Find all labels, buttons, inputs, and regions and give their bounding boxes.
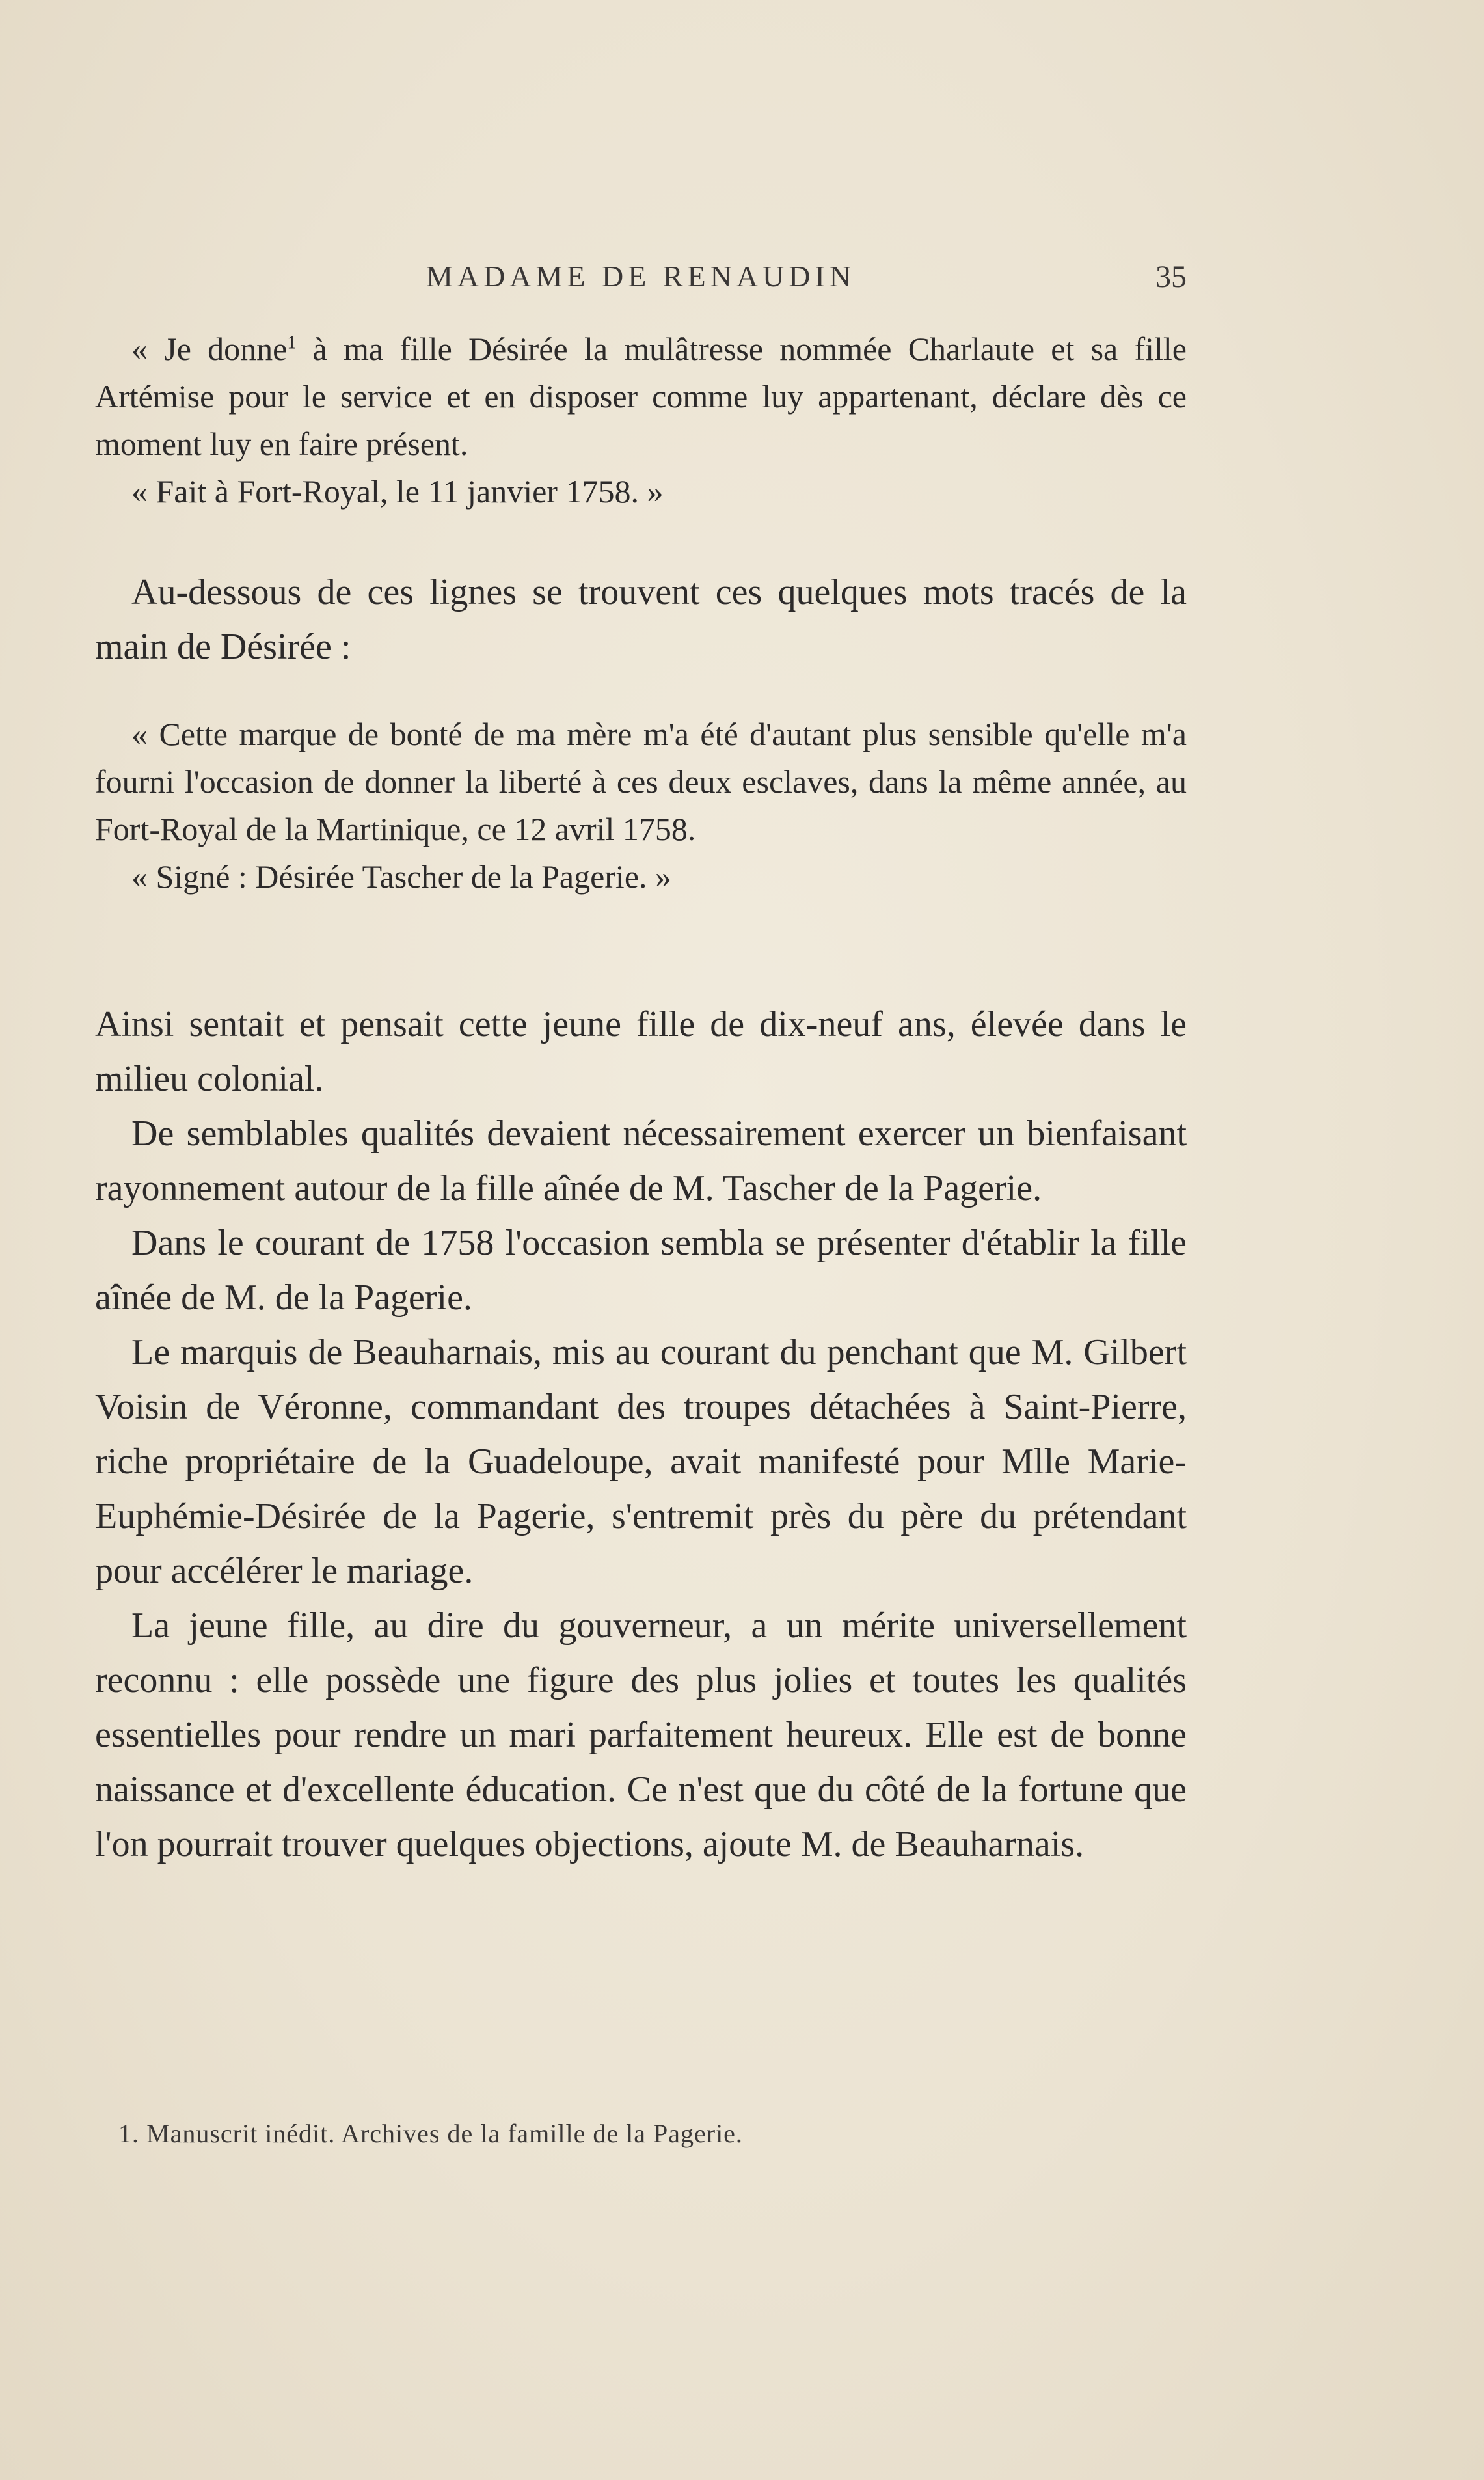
- intro-text: Au-dessous de ces lignes se trouvent ces quelques mots tracés de la main de Désirée :: [95, 572, 1187, 667]
- footnote: 1. Manuscrit inédit. Archives de la famille de la Pagerie.: [118, 2119, 743, 2148]
- will-opening: « Je donne: [131, 331, 288, 367]
- desiree-note-text: « Cette marque de bonté de ma mère m'a été d'autant plus sensible qu'elle m'a fourni l'occasion de donner la liberté à ces deux esclaves, dans la même année, au Fort-Royal de la Martinique, ce 12 avril 1758.: [95, 716, 1187, 847]
- paragraph: Dans le courant de 1758 l'occasion sembla se présenter d'établir la fille aînée de M. de la Pagerie.: [95, 1223, 1187, 1318]
- will-text: [95, 325, 1187, 468]
- desiree-signature: « Signé : Désirée Tascher de la Pagerie. »: [131, 858, 672, 895]
- paragraph: Ainsi sentait et pensait cette jeune fille de dix-neuf ans, élevée dans le milieu colonial.: [95, 1004, 1187, 1099]
- desiree-note: [95, 711, 1187, 901]
- running-title: MADAME DE RENAUDIN: [425, 260, 856, 293]
- intro-paragraph: [95, 565, 1187, 674]
- will-closing: « Fait à Fort-Royal, le 11 janvier 1758. »: [131, 473, 664, 510]
- will-body: à ma fille Désirée la mulâtresse nommée Charlaute et sa fille Artémise pour le service et en disposer comme luy appartenant, déclare dès ce moment luy en faire présent.: [95, 331, 1187, 462]
- footnote-marker: 1: [287, 333, 297, 353]
- running-header: [95, 259, 1187, 305]
- paragraph: De semblables qualités devaient nécessairement exercer un bienfaisant rayonnement autour de la fille aînée de M. Tascher de la Pagerie.: [95, 1113, 1187, 1208]
- paragraph: Le marquis de Beauharnais, mis au courant du penchant que M. Gilbert Voisin de Véronne, commandant des troupes détachées à Saint-Pierre, riche propriétaire de la Guadeloupe, avait manifesté pour Mlle Marie-Euphémie-Désirée de la Pagerie, s'entremit près du père du prétendant pour accélérer le mariage.: [95, 1332, 1187, 1591]
- body-text: [95, 997, 1187, 1872]
- page-number: 35: [1155, 260, 1187, 294]
- paragraph: La jeune fille, au dire du gouverneur, a un mérite universellement reconnu : elle possède une figure des plus jolies et toutes les qualités essentielles pour rendre un mari parfaitement heureux. Elle est de bonne naissance et d'excellente éducation. Ce n'est que du côté de la fortune que l'on pourrait trouver quelques objections, ajoute M. de Beauharnais.: [95, 1605, 1187, 1864]
- will-quotation: [95, 325, 1187, 515]
